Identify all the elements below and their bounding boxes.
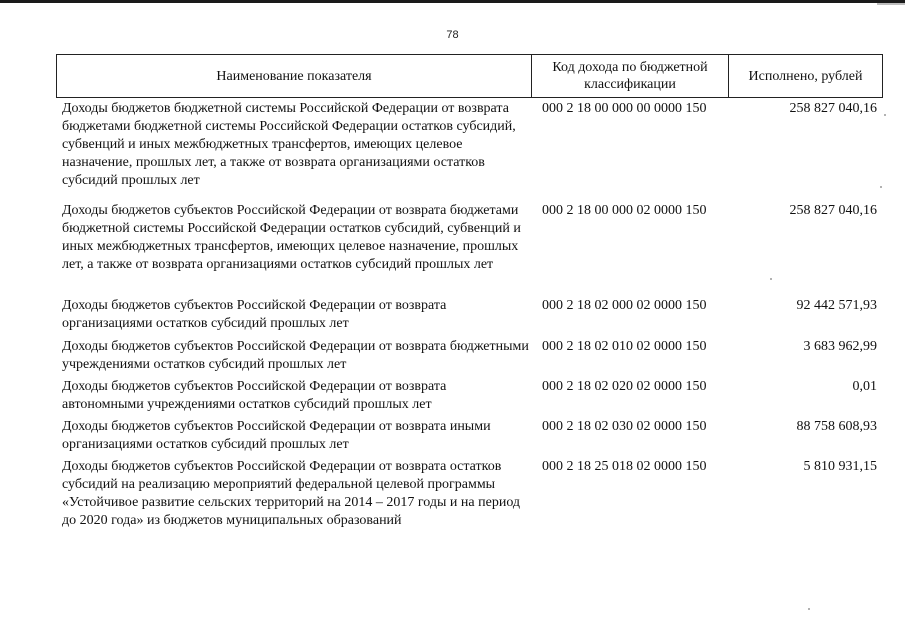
row-amount: 5 810 931,15 [803, 459, 877, 474]
scan-speck [880, 186, 882, 188]
scan-speck [770, 278, 772, 280]
scan-speck [884, 114, 886, 116]
row-name: Доходы бюджетов бюджетной системы Российской Федерации от возврата бюджетами бюджетной системы Российской Федерации остатков субсидий, субвенций и иных межбюджетных трансфертов, имеющих целевое назначение, прошлых лет, а также от возврата организациями остатков субсидий прошлых лет [62, 101, 516, 188]
scan-speck [808, 608, 810, 610]
row-code: 000 2 18 00 000 02 0000 150 [542, 203, 707, 218]
row-name: Доходы бюджетов субъектов Российской Федерации от возврата бюджетами бюджетной системы Российской Федерации остатков субсидий, субвенций и иных межбюджетных трансфертов, имеющих целевое назначение, прошлых лет, а также от возврата организациями остатков субсидий прошлых лет [62, 203, 521, 272]
row-code: 000 2 18 02 030 02 0000 150 [542, 419, 707, 434]
row-code: 000 2 18 25 018 02 0000 150 [542, 459, 707, 474]
row-amount: 92 442 571,93 [796, 298, 877, 313]
row-code: 000 2 18 02 010 02 0000 150 [542, 339, 707, 354]
header-amount-column: Исполнено, рублей [748, 68, 863, 84]
row-name: Доходы бюджетов субъектов Российской Федерации от возврата остатков субсидий на реализацию мероприятий федеральной целевой программы «Устойчивое развитие сельских территорий на 2014 – 2017 годы и на период до 2020 года» из бюджетов муниципальных образований [62, 459, 521, 528]
row-amount: 88 758 608,93 [796, 419, 877, 434]
row-name: Доходы бюджетов субъектов Российской Федерации от возврата бюджетными учреждениями остатков субсидий прошлых лет [62, 339, 529, 372]
row-amount: 258 827 040,16 [789, 203, 877, 218]
row-code: 000 2 18 02 000 02 0000 150 [542, 298, 707, 313]
page-number: 78 [446, 29, 459, 41]
top-border-line [0, 0, 905, 3]
row-name: Доходы бюджетов субъектов Российской Федерации от возврата автономными учреждениями остатков субсидий прошлых лет [62, 379, 447, 412]
header-code-column: Код дохода по бюджетной классификации [532, 55, 729, 97]
header-name-column: Наименование показателя [57, 55, 532, 97]
row-name: Доходы бюджетов субъектов Российской Федерации от возврата организациями остатков субсидий прошлых лет [62, 298, 447, 331]
table-header [56, 54, 883, 98]
top-border-fragment [877, 3, 905, 5]
row-amount: 258 827 040,16 [789, 101, 877, 116]
row-name: Доходы бюджетов субъектов Российской Федерации от возврата иными организациями остатков субсидий прошлых лет [62, 419, 491, 452]
row-amount: 0,01 [852, 379, 877, 394]
row-code: 000 2 18 00 000 00 0000 150 [542, 101, 707, 116]
row-amount: 3 683 962,99 [803, 339, 877, 354]
row-code: 000 2 18 02 020 02 0000 150 [542, 379, 707, 394]
